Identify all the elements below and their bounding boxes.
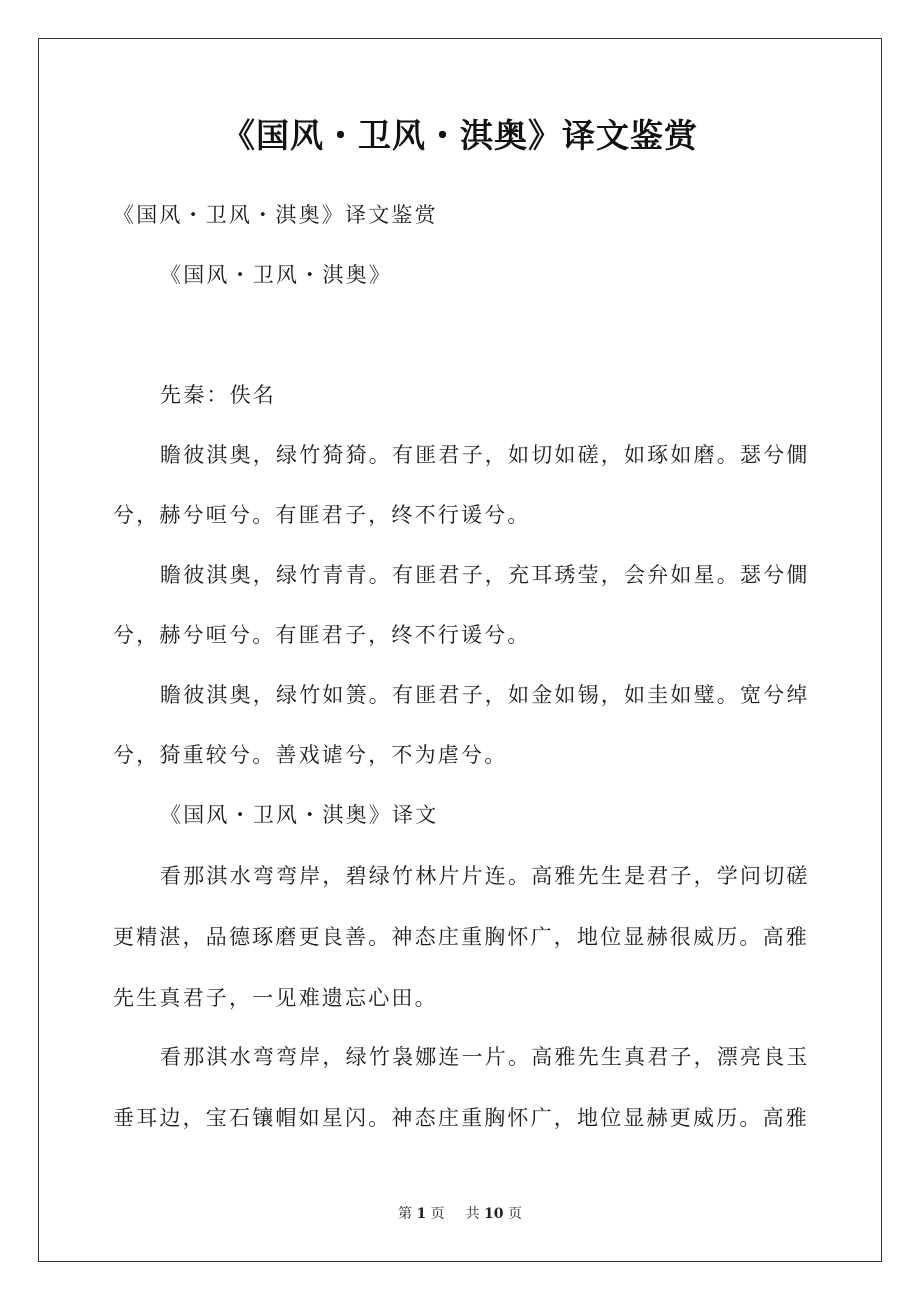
total-prefix: 共: [465, 1206, 480, 1222]
poem-stanza-3-line-2: 兮，猗重较兮。善戏谑兮，不为虐兮。: [113, 743, 508, 767]
poem-stanza-3-line-1: 瞻彼淇奥，绿竹如箦。有匪君子，如金如锡，如圭如璧。宽兮绰: [160, 683, 810, 707]
page-total: 10: [484, 1206, 504, 1222]
translation-para-2-line-2: 垂耳边，宝石镶帽如星闪。神态庄重胸怀广，地位显赫更威历。高雅: [113, 1106, 809, 1130]
author-line: 先秦：佚名: [160, 383, 276, 407]
page-prefix: 第: [398, 1206, 413, 1222]
poem-stanza-2-line-1: 瞻彼淇奥，绿竹青青。有匪君子，充耳琇莹，会弁如星。瑟兮僩: [160, 563, 810, 587]
page-footer: [0, 1203, 920, 1225]
translation-para-1-line-3: 先生真君子，一见难遗忘心田。: [113, 986, 438, 1010]
page-unit: 页: [430, 1206, 445, 1222]
poem-stanza-1-line-1: 瞻彼淇奥，绿竹猗猗。有匪君子，如切如磋，如琢如磨。瑟兮僩: [160, 443, 810, 467]
translation-para-2-line-1: 看那淇水弯弯岸，绿竹袅娜连一片。高雅先生真君子，漂亮良玉: [160, 1045, 810, 1069]
poem-title-line: 《国风・卫风・淇奥》: [160, 263, 392, 287]
translation-heading: 《国风・卫风・淇奥》译文: [160, 803, 439, 827]
poem-stanza-2-line-2: 兮，赫兮咺兮。有匪君子，终不行谖兮。: [113, 623, 531, 647]
poem-stanza-1-line-2: 兮，赫兮咺兮。有匪君子，终不行谖兮。: [113, 503, 531, 527]
translation-para-1-line-1: 看那淇水弯弯岸，碧绿竹林片片连。高雅先生是君子，学问切磋: [160, 864, 810, 888]
total-unit: 页: [507, 1206, 522, 1222]
translation-para-1-line-2: 更精湛，品德琢磨更良善。神态庄重胸怀广，地位显赫很威历。高雅: [113, 925, 809, 949]
document-title: 《国风・卫风・淇奥》译文鉴赏: [222, 116, 698, 155]
subtitle-line: 《国风・卫风・淇奥》译文鉴赏: [113, 203, 438, 227]
page-current: 1: [416, 1206, 427, 1222]
